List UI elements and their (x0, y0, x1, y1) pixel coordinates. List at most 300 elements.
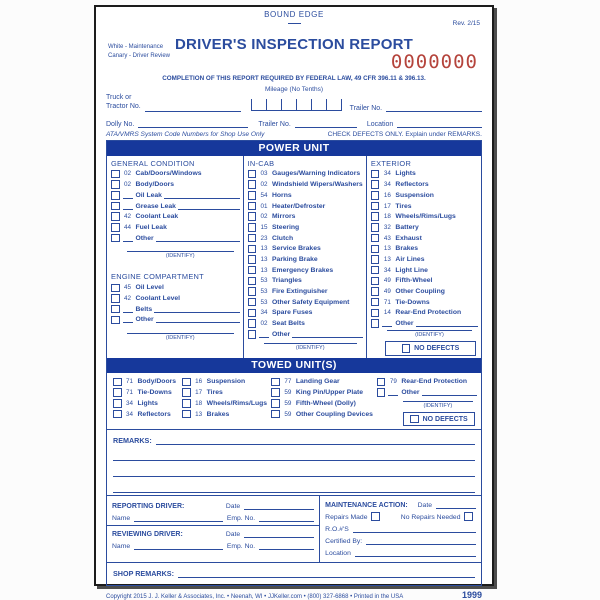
bound-edge-label: BOUND EDGE (264, 10, 324, 19)
power-unit-grid (107, 156, 481, 358)
defect-checkbox[interactable] (111, 212, 120, 221)
vmrs-code: 34 (383, 170, 391, 178)
reporting-name-field[interactable] (134, 513, 223, 522)
defect-checkbox[interactable] (371, 191, 380, 200)
defect-checkbox[interactable] (113, 378, 122, 387)
item-label: Oil Level (135, 284, 164, 292)
maintenance-date-field[interactable] (436, 500, 476, 509)
defect-checkbox[interactable] (182, 410, 191, 419)
write-in-line[interactable] (154, 306, 239, 313)
defect-checkbox[interactable] (248, 234, 257, 243)
defect-checkbox[interactable] (111, 180, 120, 189)
item-label: Fuel Leak (135, 223, 167, 231)
remarks-label: REMARKS: (113, 436, 152, 446)
vmrs-code: 34 (383, 266, 391, 274)
vmrs-code: 34 (383, 181, 391, 189)
vmrs-code (388, 389, 398, 396)
item-label: Horns (272, 191, 292, 199)
defect-checkbox[interactable] (111, 316, 120, 325)
vmrs-code: 02 (123, 170, 131, 178)
vmrs-code: 53 (260, 277, 268, 285)
defect-checkbox[interactable] (371, 223, 380, 232)
item-label: Body/Doors (135, 181, 175, 189)
item-label: Parking Brake (272, 255, 318, 263)
vmrs-code: 53 (260, 288, 268, 295)
identify-note: (IDENTIFY) (264, 343, 357, 351)
checklist-item (182, 399, 271, 408)
vmrs-code: 59 (284, 399, 292, 407)
towed-column-3 (271, 376, 377, 427)
defect-checkbox[interactable] (182, 399, 191, 408)
engine-compartment-heading: ENGINE COMPARTMENT (111, 272, 204, 282)
defect-checkbox[interactable] (371, 277, 380, 286)
item-label: Tires (206, 389, 223, 397)
defect-checkbox[interactable] (248, 319, 257, 328)
checklist-box (106, 140, 482, 586)
vmrs-code: 13 (383, 255, 391, 263)
towed-no-defects[interactable] (403, 412, 475, 427)
item-label: Body/Doors (137, 378, 177, 386)
mileage-label: Mileage (No Tenths) (264, 86, 324, 93)
name-label: Name (112, 515, 131, 523)
reviewing-date-field[interactable] (244, 529, 314, 538)
reviewing-name-field[interactable] (134, 541, 223, 550)
checklist-item (182, 388, 271, 397)
checklist-item (371, 223, 478, 232)
checklist-item (271, 399, 377, 408)
checklist-item (111, 191, 240, 200)
dolly-number-field[interactable] (138, 119, 248, 128)
vmrs-code: 79 (389, 378, 397, 386)
item-label: Belts (135, 305, 153, 313)
vmrs-code: 45 (123, 284, 131, 292)
signoff-section (107, 495, 481, 562)
checklist-item (248, 266, 363, 275)
trailer-number-field[interactable] (386, 103, 482, 112)
defect-checkbox[interactable] (111, 223, 120, 232)
write-in-line[interactable] (416, 320, 478, 327)
checklist-item (182, 410, 271, 419)
remarks-line[interactable] (156, 434, 475, 445)
towed-column-2 (182, 376, 271, 427)
vmrs-code: 77 (284, 378, 292, 386)
checklist-item (248, 202, 363, 211)
defect-checkbox[interactable] (248, 223, 257, 232)
reviewing-emp-field[interactable] (259, 541, 314, 550)
defect-checkbox[interactable] (271, 388, 280, 397)
item-label: Suspension (395, 191, 434, 199)
checklist-item (248, 170, 363, 179)
defect-checkbox[interactable] (371, 287, 380, 296)
defect-checkbox[interactable] (111, 191, 120, 200)
defect-checkbox[interactable] (371, 180, 380, 189)
item-label: Reflectors (395, 181, 429, 189)
item-label: Other (401, 389, 420, 397)
item-label: Suspension (206, 378, 246, 386)
reporting-date-field[interactable] (244, 501, 314, 510)
checklist-item (248, 330, 363, 339)
defect-checkbox[interactable] (248, 212, 257, 221)
item-label: Steering (272, 223, 300, 231)
checklist-item (248, 319, 363, 328)
defect-checkbox[interactable] (248, 330, 257, 339)
checklist-item (248, 223, 363, 232)
exterior-list (371, 170, 478, 328)
item-label: Service Brakes (272, 245, 321, 253)
general-condition-column (107, 156, 244, 358)
trailer2-label: Trailer No. (258, 120, 291, 128)
defect-checkbox[interactable] (182, 378, 191, 387)
checklist-item (371, 277, 478, 286)
no-defects-checkbox[interactable] (410, 415, 419, 424)
vmrs-code: 71 (125, 378, 133, 386)
defect-checkbox[interactable] (111, 284, 120, 293)
vmrs-code: 18 (383, 213, 391, 221)
date-label: Date (225, 503, 241, 511)
vmrs-code: 53 (260, 298, 268, 306)
location-label: Location (366, 120, 394, 128)
checklist-item (111, 294, 240, 303)
reporting-emp-field[interactable] (259, 513, 314, 522)
copy-line-2: Canary - Driver Review (108, 53, 171, 59)
vmrs-code: 43 (383, 234, 391, 242)
vmrs-code (123, 316, 133, 323)
item-label: Emergency Brakes (272, 266, 334, 274)
checklist-item (371, 309, 478, 318)
checklist-item (111, 212, 240, 221)
write-in-line[interactable] (156, 316, 240, 323)
vmrs-code: 34 (125, 410, 133, 418)
form-header (106, 36, 482, 72)
item-label: Coolant Level (135, 294, 181, 302)
check-defects-note: CHECK DEFECTS ONLY. Explain under REMARKS. (327, 130, 482, 138)
vmrs-code: 42 (123, 294, 131, 302)
defect-checkbox[interactable] (113, 410, 122, 419)
item-label: Spare Fuses (272, 309, 313, 317)
item-label: Grease Leak (135, 202, 176, 210)
certified-by-label: Certified By: (325, 537, 363, 545)
item-label: Exhaust (395, 234, 422, 242)
vmrs-code: 18 (195, 399, 203, 407)
defect-checkbox[interactable] (371, 298, 380, 307)
checklist-item (248, 212, 363, 221)
defect-checkbox[interactable] (248, 202, 257, 211)
vmrs-code: 17 (383, 202, 391, 210)
revision-label: Rev. 2/15 (452, 20, 480, 27)
ro-numbers-field[interactable] (353, 524, 476, 533)
mileage-boxes[interactable] (251, 99, 342, 111)
checklist-item (113, 399, 182, 408)
defect-checkbox[interactable] (111, 305, 120, 314)
shop-use-note: ATA/VMRS System Code Numbers for Shop Use Only (106, 130, 265, 138)
general-condition-heading: GENERAL CONDITION (111, 158, 195, 168)
item-label: Brakes (206, 410, 230, 418)
checklist-item (371, 180, 478, 189)
item-label: Tires (395, 202, 412, 210)
copy-line-1: White - Maintenance (108, 44, 164, 50)
maintenance-action-label: MAINTENANCE ACTION: (325, 502, 408, 510)
checklist-item (248, 255, 363, 264)
vmrs-code: 13 (260, 245, 268, 253)
item-label: Rear-End Protection (401, 378, 468, 386)
remarks-line[interactable] (113, 445, 475, 461)
towed-column-4-list (377, 378, 477, 397)
defect-checkbox[interactable] (248, 191, 257, 200)
bound-edge-tick (288, 23, 301, 24)
checklist-item (248, 180, 363, 189)
federal-law-note: COMPLETION OF THIS REPORT REQUIRED BY FEDERAL LAW, 49 CFR 396.11 & 396.13. (162, 75, 426, 82)
towed-column-4 (377, 376, 477, 427)
vmrs-code (259, 331, 269, 338)
in-cab-heading: IN-CAB (247, 158, 275, 168)
trailer-number-label: Trailer No. (349, 104, 383, 112)
item-label: Heater/Defroster (272, 202, 326, 210)
item-label: Air Lines (395, 255, 425, 263)
truck-mileage-row (106, 94, 482, 112)
defect-checkbox[interactable] (248, 277, 257, 286)
vmrs-code: 49 (383, 288, 391, 295)
trailer2-number-field[interactable] (295, 119, 357, 128)
item-label: Gauges/Warning Indicators (272, 170, 361, 178)
towed-units-banner: TOWED UNIT(S) (107, 358, 481, 373)
engine-compartment-list (111, 284, 240, 325)
vmrs-code: 17 (195, 389, 203, 397)
checklist-item (271, 410, 377, 419)
defect-checkbox[interactable] (271, 399, 280, 408)
checklist-item (248, 287, 363, 296)
exterior-column (367, 156, 481, 358)
vmrs-code: 01 (260, 202, 268, 210)
item-label: Other Coupling (395, 288, 445, 295)
ro-numbers-label: R.O.#'S (325, 525, 349, 533)
remarks-section (107, 429, 481, 495)
item-label: Clutch (272, 234, 294, 242)
vmrs-code: 59 (284, 389, 292, 397)
vmrs-code: 02 (260, 320, 268, 328)
identify-note: (IDENTIFY) (403, 401, 473, 409)
checklist-item (248, 191, 363, 200)
defect-checkbox[interactable] (248, 255, 257, 264)
name-label: Name (112, 543, 131, 551)
repairs-made-label: Repairs Made (325, 513, 368, 521)
checklist-item (111, 234, 240, 243)
vmrs-code: 13 (383, 245, 391, 253)
checklist-item (371, 202, 478, 211)
defect-checkbox[interactable] (271, 410, 280, 419)
checklist-item (371, 287, 478, 296)
no-defects-label: NO DEFECTS (414, 344, 460, 352)
identify-note: (IDENTIFY) (127, 333, 234, 341)
item-label: Coolant Leak (135, 213, 179, 221)
item-label: Landing Gear (295, 378, 340, 386)
date-label: Date (417, 502, 432, 510)
checklist-item (377, 388, 477, 397)
vmrs-code: 13 (260, 255, 268, 263)
no-defects-label: NO DEFECTS (422, 415, 468, 423)
item-label: Other (135, 316, 154, 324)
inspection-form-page (94, 5, 494, 600)
in-cab-column (244, 156, 367, 358)
power-unit-no-defects[interactable] (385, 341, 476, 356)
defect-checkbox[interactable] (111, 294, 120, 303)
defect-checkbox[interactable] (371, 245, 380, 254)
defect-checkbox[interactable] (248, 245, 257, 254)
item-label: Fifth-Wheel (Dolly) (295, 399, 356, 407)
notes-row (106, 131, 482, 138)
defect-checkbox[interactable] (248, 287, 257, 296)
towed-units-grid (107, 373, 481, 430)
remarks-line[interactable] (113, 477, 475, 493)
item-label: Mirrors (272, 213, 296, 221)
vmrs-code: 02 (260, 213, 268, 221)
checklist-item (111, 305, 240, 314)
checklist-item (248, 298, 363, 307)
defect-checkbox[interactable] (371, 266, 380, 275)
location-field[interactable] (397, 119, 482, 128)
vmrs-code (123, 235, 133, 242)
defect-checkbox[interactable] (111, 170, 120, 179)
item-label: Light Line (395, 266, 428, 274)
defect-checkbox[interactable] (377, 378, 386, 387)
vmrs-code: 71 (125, 389, 133, 397)
write-in-line[interactable] (422, 389, 477, 396)
vmrs-code: 54 (260, 191, 268, 199)
serial-number: 0000000 (390, 51, 478, 73)
checklist-item (182, 378, 271, 387)
vmrs-code: 16 (383, 191, 391, 199)
copy-distribution-note (108, 43, 170, 61)
checklist-item (371, 266, 478, 275)
item-label: Fire Extinguisher (272, 288, 328, 295)
in-cab-list (248, 170, 363, 339)
item-label: King Pin/Upper Plate (295, 389, 364, 397)
defect-checkbox[interactable] (371, 212, 380, 221)
item-label: Lights (395, 170, 416, 178)
remarks-line[interactable] (113, 461, 475, 477)
write-in-line[interactable] (178, 203, 240, 210)
item-label: Tie-Downs (395, 298, 430, 306)
checklist-item (271, 378, 377, 387)
vmrs-code: 16 (195, 378, 203, 386)
form-number: 1999 (461, 589, 482, 600)
defect-checkbox[interactable] (371, 255, 380, 264)
defect-checkbox[interactable] (371, 234, 380, 243)
checklist-item (111, 284, 240, 293)
vmrs-code (382, 320, 392, 327)
vmrs-code: 02 (260, 181, 268, 189)
write-in-line[interactable] (164, 192, 240, 199)
reporting-driver-label: REPORTING DRIVER: (112, 503, 185, 511)
date-label: Date (225, 531, 241, 539)
truck-number-field[interactable] (145, 103, 241, 112)
write-in-line[interactable] (292, 331, 363, 338)
repairs-made-checkbox[interactable] (371, 512, 380, 521)
defect-checkbox[interactable] (371, 319, 380, 328)
item-label: Battery (395, 223, 419, 231)
defect-checkbox[interactable] (371, 309, 380, 318)
dolly-label: Dolly No. (106, 120, 135, 128)
defect-checkbox[interactable] (248, 266, 257, 275)
defect-checkbox[interactable] (111, 202, 120, 211)
vmrs-code: 23 (260, 234, 268, 242)
checklist-item (248, 277, 363, 286)
vmrs-code: 49 (383, 277, 391, 285)
item-label: Cab/Doors/Windows (135, 170, 202, 178)
checklist-item (371, 191, 478, 200)
divider (107, 525, 319, 526)
write-in-line[interactable] (156, 235, 240, 242)
defect-checkbox[interactable] (371, 170, 380, 179)
checklist-item (113, 388, 182, 397)
defect-checkbox[interactable] (248, 180, 257, 189)
vmrs-code: 13 (195, 410, 203, 418)
truck-tractor-label: Truck or Tractor No. (106, 94, 141, 110)
vmrs-code: 42 (123, 213, 131, 221)
vmrs-code: 15 (260, 223, 268, 231)
item-label: Reflectors (137, 410, 171, 418)
checklist-item (371, 212, 478, 221)
item-label: Oil Leak (135, 191, 162, 199)
vmrs-code: 32 (383, 223, 391, 231)
item-label: Brakes (395, 245, 419, 253)
vmrs-code: 13 (260, 266, 268, 274)
emp-no-label: Emp. No. (226, 543, 256, 551)
item-label: Lights (137, 399, 158, 407)
defect-checkbox[interactable] (113, 399, 122, 408)
item-label: Other (272, 330, 291, 338)
vmrs-code: 03 (260, 170, 268, 178)
checklist-item (371, 319, 478, 328)
no-defects-checkbox[interactable] (402, 344, 411, 353)
defect-checkbox[interactable] (248, 309, 257, 318)
item-label: Tie-Downs (137, 389, 172, 397)
defect-checkbox[interactable] (182, 388, 191, 397)
maint-location-field[interactable] (355, 548, 476, 557)
defect-checkbox[interactable] (111, 234, 120, 243)
checklist-item (113, 378, 182, 387)
identify-note: (IDENTIFY) (127, 251, 234, 259)
maintenance-column (320, 496, 481, 562)
item-label: Fifth-Wheel (395, 277, 433, 285)
form-title: DRIVER'S INSPECTION REPORT (175, 36, 413, 53)
defect-checkbox[interactable] (248, 170, 257, 179)
item-label: Windshield Wipers/Washers (272, 181, 363, 189)
item-label: Rear-End Protection (395, 309, 462, 317)
checklist-item (371, 245, 478, 254)
vmrs-code (123, 203, 133, 210)
defect-checkbox[interactable] (377, 388, 386, 397)
item-label: Seat Belts (272, 320, 305, 328)
vmrs-code: 34 (260, 309, 268, 317)
item-label: Other Safety Equipment (272, 298, 350, 306)
shop-remarks-field[interactable] (178, 568, 475, 578)
defect-checkbox[interactable] (271, 378, 280, 387)
no-repairs-checkbox[interactable] (464, 512, 473, 521)
defect-checkbox[interactable] (371, 202, 380, 211)
checklist-item (111, 202, 240, 211)
certified-by-field[interactable] (366, 536, 476, 545)
checklist-item (248, 245, 363, 254)
maint-location-label: Location (325, 549, 351, 557)
defect-checkbox[interactable] (248, 298, 257, 307)
vmrs-code: 44 (123, 223, 131, 231)
checklist-item (371, 298, 478, 307)
vmrs-code: 71 (383, 298, 391, 306)
checklist-item (111, 223, 240, 232)
item-label: Other (395, 320, 414, 328)
reviewing-driver-label: REVIEWING DRIVER: (112, 531, 183, 539)
defect-checkbox[interactable] (113, 388, 122, 397)
